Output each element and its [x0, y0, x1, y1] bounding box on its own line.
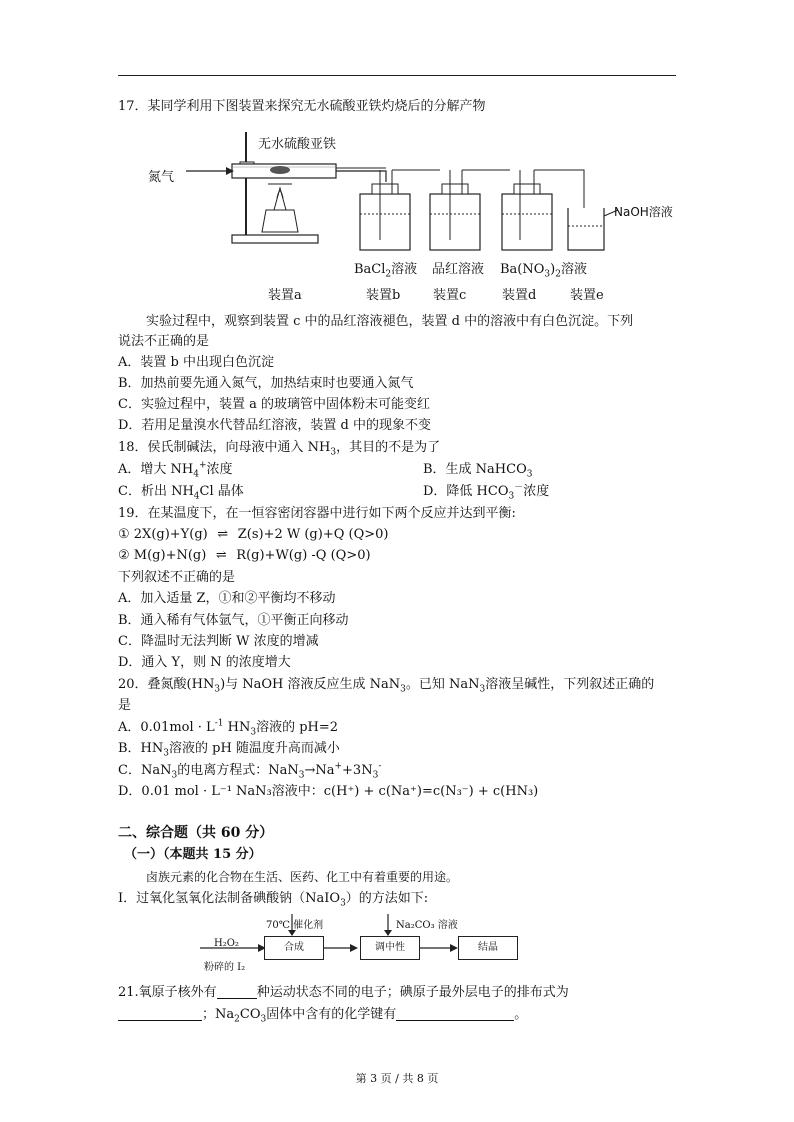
- fuchsin-solution-label: 品红溶液: [432, 262, 485, 277]
- q19-stem: 19．在某温度下，在一恒容密闭容器中进行如下两个反应并达到平衡:: [118, 506, 516, 521]
- flow-input-iodine: 粉碎的 I₂: [204, 962, 246, 973]
- q17-option-b: B．加热前要先通入氮气，加热结束时也要通入氮气: [118, 376, 414, 391]
- flow-condition-1: 70℃ 催化剂: [266, 920, 324, 931]
- q18-stem: 18．侯氏制碱法，向母液中通入 $NH_3$，其目的不是为了: [118, 440, 441, 458]
- flow-step-synthesis: 合成: [264, 936, 324, 960]
- q21-line-1: 21.氧原子核外有 种运动状态不同的电子；碘原子最外层电子的排布式为: [118, 985, 569, 1000]
- q19-option-d: D．通入 Y，则 N 的浓度增大: [118, 655, 291, 670]
- q19-option-b: B．通入稀有气体氩气，①平衡正向移动: [118, 613, 349, 628]
- flow-step-neutralize: 调中性: [360, 936, 420, 960]
- subsection-heading: （一）（本题共 15 分）: [124, 847, 262, 862]
- flow-input-h2o2: H₂O₂: [214, 938, 239, 949]
- part2-method: I．过氧化氢氧化法制备碘酸钠（NaIO$_3$）的方法如下:: [118, 891, 429, 909]
- q17-desc-2: 说法不正确的是: [118, 334, 210, 349]
- q19-reaction-2: ② M(g)+N(g) ⇌ R(g)+W(g) -Q (Q>0): [118, 548, 371, 563]
- q21-blank-1[interactable]: [217, 984, 257, 999]
- flow-condition-2: Na₂CO₃ 溶液: [396, 920, 458, 931]
- q19-ask: 下列叙述不正确的是: [118, 570, 236, 585]
- q19-reaction-1: ① 2X(g)+Y(g) ⇌ Z(s)+2 W (g)+Q (Q>0): [118, 527, 389, 542]
- part2-intro: 卤族元素的化合物在生活、医药、化工中有着重要的用途。: [146, 870, 459, 884]
- bacl2-solution-label: BaCl$_2$溶液: [354, 262, 418, 280]
- q21-blank-2[interactable]: [118, 1006, 202, 1021]
- q19-option-a: A．加入适量 Z，①和②平衡均不移动: [118, 591, 336, 606]
- q20-option-b: B．$HN_3$溶液的 pH 随温度升高而减小: [118, 741, 340, 759]
- q20-option-c: C．NaN$_3$的电离方程式：$NaN_3\to Na^++3N_3^-$: [118, 761, 382, 781]
- device-d-label: 装置d: [502, 288, 537, 303]
- q19-option-c: C．降温时无法判断 W 浓度的增减: [118, 634, 319, 649]
- page-footer: 第 3 页 / 共 8 页: [355, 1072, 439, 1085]
- q17-desc: 实验过程中，观察到装置 c 中的品红溶液褪色，装置 d 中的溶液中有白色沉淀。下列: [146, 314, 634, 329]
- banitrate-solution-label: $Ba(NO_3)_2$溶液: [500, 262, 587, 280]
- q20-option-a: A．$0.01mol \cdot L^{-1}$ $HN_3$溶液的 pH=2: [118, 718, 339, 738]
- flow-step-crystallize: 结晶: [458, 936, 518, 960]
- q18-option-b: B．生成 NaHCO$_3$: [423, 462, 533, 480]
- section-heading: 二、综合题（共 60 分）: [118, 825, 274, 841]
- q18-option-d: D．降低 $HCO_3^-$浓度: [423, 482, 550, 502]
- q17-option-c: C．实验过程中，装置 a 的玻璃管中固体粉末可能变红: [118, 397, 430, 412]
- header-rule: [118, 75, 676, 76]
- apparatus-diagram: [140, 122, 660, 252]
- ferrous-sulfate-label: 无水硫酸亚铁: [258, 137, 337, 152]
- q17-option-d: D．若用足量溴水代替品红溶液，装置 d 中的现象不变: [118, 418, 432, 433]
- q17-option-a: A．装置 b 中出现白色沉淀: [118, 355, 274, 370]
- q21-line-2: ；$Na_2CO_3$固体中含有的化学键有 。: [118, 1006, 527, 1024]
- q20-stem-2: 是: [118, 698, 132, 713]
- q21-blank-3[interactable]: [396, 1006, 514, 1021]
- device-b-label: 装置b: [366, 288, 401, 303]
- device-e-label: 装置e: [570, 288, 604, 303]
- q20-option-d: D．0.01 mol · L⁻¹ NaN₃溶液中：c(H⁺) + c(Na⁺)=c(N₃⁻) + c(HN₃): [118, 784, 539, 799]
- q18-option-c: C．析出 $NH_4Cl$ 晶体: [118, 484, 244, 502]
- q20-stem: 20．叠氮酸$(HN_3)$与 NaOH 溶液反应生成 NaN$_3$。已知 NaN$_3$溶液呈碱性，下列叙述正确的: [118, 677, 655, 695]
- device-a-label: 装置a: [268, 288, 302, 303]
- device-c-label: 装置c: [433, 288, 467, 303]
- naoh-label: NaOH溶液: [614, 205, 673, 219]
- q18-option-a: A．增大 $NH_4^+$浓度: [118, 460, 233, 480]
- q17-stem: 17．某同学利用下图装置来探究无水硫酸亚铁灼烧后的分解产物: [118, 99, 486, 114]
- nitrogen-label: 氮气: [148, 170, 175, 185]
